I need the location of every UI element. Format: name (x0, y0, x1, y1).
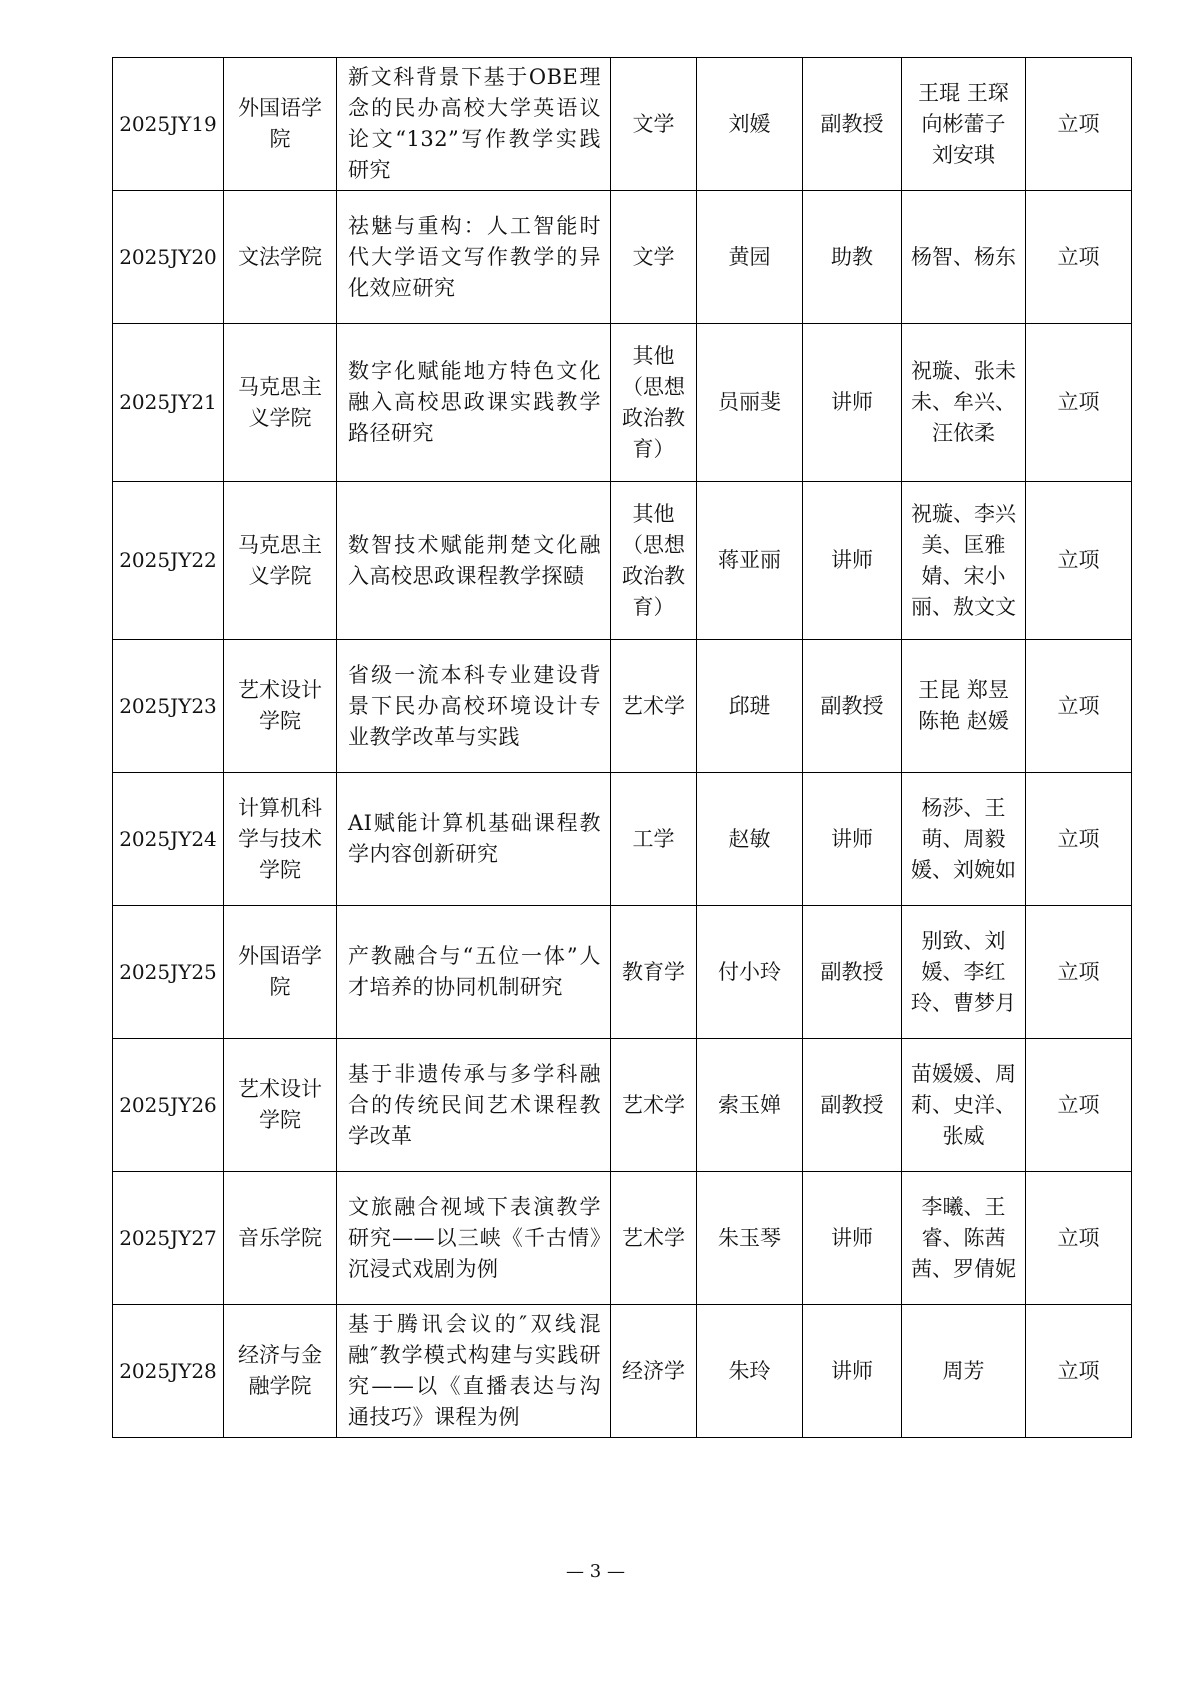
discipline-cell: 其他（思想政治教育） (611, 324, 697, 482)
rank-cell: 讲师 (803, 1172, 902, 1305)
members-cell: 周芳 (902, 1305, 1026, 1438)
status-cell: 立项 (1026, 324, 1132, 482)
status-cell: 立项 (1026, 640, 1132, 773)
table-row (113, 773, 1132, 906)
discipline-cell: 艺术学 (611, 1172, 697, 1305)
discipline-cell: 其他（思想政治教育） (611, 482, 697, 640)
college-cell: 马克思主义学院 (224, 482, 337, 640)
discipline-cell: 文学 (611, 191, 697, 324)
table-row (113, 58, 1132, 191)
leader-cell: 蒋亚丽 (697, 482, 803, 640)
status-cell: 立项 (1026, 773, 1132, 906)
status-cell: 立项 (1026, 482, 1132, 640)
rank-cell: 讲师 (803, 324, 902, 482)
project-title: 基于腾讯会议的″双线混融″教学模式构建与实践研究——以《直播表达与沟通技巧》课程为例 (337, 1305, 611, 1438)
status-cell: 立项 (1026, 1305, 1132, 1438)
leader-cell: 刘媛 (697, 58, 803, 191)
rank-cell: 讲师 (803, 773, 902, 906)
college-cell: 音乐学院 (224, 1172, 337, 1305)
leader-cell: 朱玲 (697, 1305, 803, 1438)
project-code: 2025JY23 (113, 640, 224, 773)
members-cell: 杨智、杨东 (902, 191, 1026, 324)
rank-cell: 副教授 (803, 906, 902, 1039)
members-cell: 苗媛媛、周莉、史洋、张威 (902, 1039, 1026, 1172)
members-cell: 王琨 王琛 向彬蕾子 刘安琪 (902, 58, 1026, 191)
college-cell: 经济与金融学院 (224, 1305, 337, 1438)
discipline-cell: 艺术学 (611, 1039, 697, 1172)
discipline-cell: 文学 (611, 58, 697, 191)
leader-cell: 邱琎 (697, 640, 803, 773)
table-row (113, 640, 1132, 773)
college-cell: 艺术设计学院 (224, 1039, 337, 1172)
project-title: 文旅融合视域下表演教学研究——以三峡《千古情》沉浸式戏剧为例 (337, 1172, 611, 1305)
college-cell: 计算机科学与技术学院 (224, 773, 337, 906)
table-row (113, 324, 1132, 482)
project-code: 2025JY27 (113, 1172, 224, 1305)
members-cell: 王昆 郑昱 陈艳 赵媛 (902, 640, 1026, 773)
table-row (113, 1039, 1132, 1172)
project-title: 数字化赋能地方特色文化融入高校思政课实践教学路径研究 (337, 324, 611, 482)
discipline-cell: 艺术学 (611, 640, 697, 773)
rank-cell: 讲师 (803, 1305, 902, 1438)
leader-cell: 付小玲 (697, 906, 803, 1039)
status-cell: 立项 (1026, 58, 1132, 191)
page-number: — 3 — (566, 1561, 625, 1582)
rank-cell: 副教授 (803, 58, 902, 191)
project-title: 新文科背景下基于OBE理念的民办高校大学英语议论文“132”写作教学实践研究 (337, 58, 611, 191)
college-cell: 马克思主义学院 (224, 324, 337, 482)
college-cell: 文法学院 (224, 191, 337, 324)
discipline-cell: 经济学 (611, 1305, 697, 1438)
members-cell: 别致、刘媛、李红玲、曹梦月 (902, 906, 1026, 1039)
members-cell: 李曦、王睿、陈茜茜、罗倩妮 (902, 1172, 1026, 1305)
leader-cell: 员丽斐 (697, 324, 803, 482)
college-cell: 外国语学院 (224, 58, 337, 191)
leader-cell: 索玉婵 (697, 1039, 803, 1172)
rank-cell: 副教授 (803, 640, 902, 773)
table-row (113, 482, 1132, 640)
rank-cell: 副教授 (803, 1039, 902, 1172)
project-title: 产教融合与“五位一体”人才培养的协同机制研究 (337, 906, 611, 1039)
college-cell: 外国语学院 (224, 906, 337, 1039)
project-code: 2025JY22 (113, 482, 224, 640)
rank-cell: 讲师 (803, 482, 902, 640)
leader-cell: 黄园 (697, 191, 803, 324)
status-cell: 立项 (1026, 1172, 1132, 1305)
college-cell: 艺术设计学院 (224, 640, 337, 773)
project-title: 基于非遗传承与多学科融合的传统民间艺术课程教学改革 (337, 1039, 611, 1172)
discipline-cell: 工学 (611, 773, 697, 906)
leader-cell: 朱玉琴 (697, 1172, 803, 1305)
status-cell: 立项 (1026, 1039, 1132, 1172)
members-cell: 祝璇、李兴美、匡雅婧、宋小丽、敖文文 (902, 482, 1026, 640)
project-title: AI赋能计算机基础课程教学内容创新研究 (337, 773, 611, 906)
project-code: 2025JY26 (113, 1039, 224, 1172)
project-code: 2025JY21 (113, 324, 224, 482)
project-table (112, 57, 1132, 1438)
project-code: 2025JY24 (113, 773, 224, 906)
members-cell: 祝璇、张未未、牟兴、汪依柔 (902, 324, 1026, 482)
rank-cell: 助教 (803, 191, 902, 324)
project-title: 数智技术赋能荆楚文化融入高校思政课程教学探赜 (337, 482, 611, 640)
leader-cell: 赵敏 (697, 773, 803, 906)
project-title: 祛魅与重构：人工智能时代大学语文写作教学的异化效应研究 (337, 191, 611, 324)
status-cell: 立项 (1026, 906, 1132, 1039)
members-cell: 杨莎、王萌、周毅媛、刘婉如 (902, 773, 1026, 906)
discipline-cell: 教育学 (611, 906, 697, 1039)
project-code: 2025JY19 (113, 58, 224, 191)
project-title: 省级一流本科专业建设背景下民办高校环境设计专业教学改革与实践 (337, 640, 611, 773)
status-cell: 立项 (1026, 191, 1132, 324)
project-code: 2025JY25 (113, 906, 224, 1039)
table-row (113, 191, 1132, 324)
table-row (113, 906, 1132, 1039)
table-row (113, 1172, 1132, 1305)
project-code: 2025JY20 (113, 191, 224, 324)
project-code: 2025JY28 (113, 1305, 224, 1438)
table-row (113, 1305, 1132, 1438)
